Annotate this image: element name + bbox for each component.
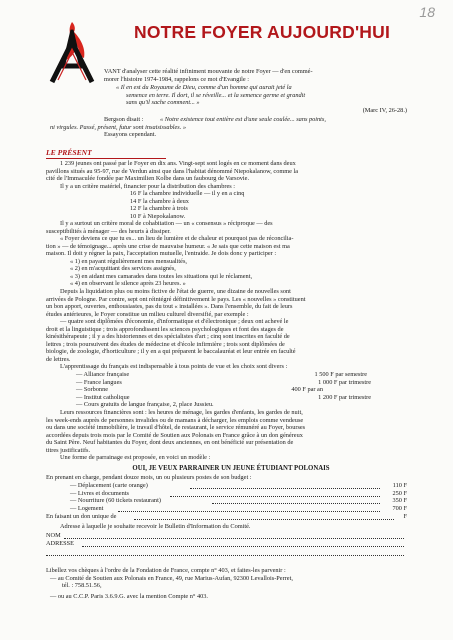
budget-item: — Nourriture (60 tickets restaurant) — [70, 497, 161, 504]
budget-dotted-leader — [170, 496, 380, 497]
paragraph-line: cité de l'Immaculée fondée par Maximilien Kolbe dans un faubourg de Varsovie. — [46, 175, 250, 182]
cheques-line: — au Comité de Soutien aux Polonais en France, 49, rue Marius-Aufan, 92300 Levallois-Perret, — [50, 574, 293, 582]
paragraph-line: ou dans une société immobilière, le travail d'hôtel, de restaurant, le service rémunéré au Foyer, bourses — [46, 424, 306, 431]
course-name: — France langues — [76, 378, 122, 386]
donation-label: En faisant un don unique de — [46, 513, 117, 520]
donation-amount-field[interactable] — [134, 519, 394, 520]
room-price: 14 F la chambre à deux — [130, 197, 189, 205]
paragraph-line: kinésithérapeute ; il y a des historiennes et des spécialistes d'art ; cinq sont inscrites en faculté de — [46, 333, 290, 340]
paragraph-line: Depuis la liquidation plus ou moins fictive de l'état de guerre, une dizaine de nouvelles sont — [60, 288, 291, 295]
paragraph-line: biologie, de zoologie, d'horticulture ; il y en a qui préparent le baccalauréat et leur entrée en faculté — [46, 348, 296, 355]
paragraph-line: tion » — de témoignage... après une crise de mauvaise humeur. « Je sais que cette maison est ma — [46, 242, 290, 250]
bergson-quote-line: « Notre existence tout entière est d'une seule coulée... sans points, — [160, 116, 326, 123]
paragraph-line: Il y a surtout un critère moral de cohabitation — un « consensus » réciproque — des — [60, 220, 273, 227]
budget-amount: 250 F — [392, 489, 407, 497]
bergson-intro: Bergson disait : — [104, 116, 144, 123]
rule-item: « 1) en payant régulièrement mes mensualités, — [70, 257, 187, 265]
paragraph-line: — quatre sont diplômées d'économie, d'informatique et d'électronique ; deux ont achevé le — [60, 318, 289, 325]
budget-item: — Déplacement (carte orange) — [70, 482, 148, 489]
room-price: 12 F la chambre à trois — [130, 205, 188, 212]
intro-line: morer l'histoire 1974-1984, rappelons ce mot d'Evangile : — [104, 75, 249, 83]
budget-item: — Logement — [70, 504, 104, 512]
paragraph-line: les week-ends auprès de personnes invalides ou de mamans à décharger, les emplois comme vendeuse — [46, 416, 304, 424]
quote-line: sans qu'il sache comment... » — [126, 99, 200, 106]
paragraph-line: Il y a un critère matériel, financier pour la distribution des chambres : — [60, 182, 236, 190]
section-title: LE PRÉSENT — [46, 148, 92, 157]
paragraph-line: du Saint Père. Neuf habitantes du Foyer, dont deux anciennes, en ont bénéficié sur présentation de — [46, 439, 294, 446]
essayons: Essayons cependant. — [104, 131, 157, 138]
adresse-label: ADRESSE — [46, 540, 74, 547]
rule-item: « 4) en observant le silence après 23 heures. » — [70, 280, 186, 287]
course-price: 1 500 F par semestre — [314, 371, 367, 378]
paragraph-line: de lettres. — [46, 355, 71, 363]
paragraph-line: études antérieures, le Foyer constitue un milieu culturel diversifié, par exemple : — [46, 310, 249, 318]
quote-line: semence en terre. Il dort, il se réveille... et la semence germe et grandit — [126, 91, 306, 99]
sponsor-intro: En prenant en charge, pendant douze mois, un ou plusieurs postes de son budget : — [46, 474, 252, 481]
nom-label: NOM — [46, 532, 61, 539]
budget-item: — Livres et documents — [70, 489, 129, 497]
course-price: 400 F par an — [291, 386, 323, 393]
paragraph-line: 1 239 jeunes ont passé par le Foyer en dix ans. Vingt-sept sont logés en ce moment dans deux — [60, 160, 296, 167]
course-name: — Alliance française — [76, 371, 130, 378]
bulletin-line: Adresse à laquelle je souhaite recevoir le Bulletin d'Information du Comité. — [60, 523, 251, 530]
page-number: 18 — [419, 4, 435, 20]
course-price: 1 000 F par trimestre — [318, 378, 371, 386]
paragraph-line: accordées depuis trois mois par le Comité de Soutien aux Polonais en France grâce à un don généreux — [46, 431, 303, 439]
foyer-logo-icon — [44, 20, 100, 84]
budget-dotted-leader — [190, 488, 380, 489]
course-price: 1 200 F par trimestre — [318, 393, 371, 401]
paragraph-line: un bon apport, ouvertes, enthousiastes, pas du tout « installées ». Dans l'ensemble, du fait de leurs — [46, 303, 293, 310]
budget-amount: 110 F — [392, 482, 407, 489]
budget-dotted-leader — [118, 511, 380, 512]
cheques-line: Libellez vos chèques à l'ordre de la Fondation de France, compte n° 403, et faites-les parvenir : — [46, 567, 286, 574]
section-underline — [46, 158, 166, 159]
room-price: 16 F la chambre individuelle — il y en a cinq — [130, 190, 245, 197]
paragraph-line: arrivées de Pologne. Par contre, sept ont réintégré définitivement le pays. Les « nouvelles » constituent — [46, 295, 306, 303]
paragraph-line: lettres ; trois poursuivent des études de médecine et d'école infirmière ; trois sont diplômées de — [46, 340, 285, 348]
page-title: NOTRE FOYER AUJOURD'HUI — [134, 22, 391, 42]
paragraph-line: susceptibilités à ménager — des heurts à dissiper. — [46, 227, 171, 235]
paragraph-line: titres justificatifs. — [46, 446, 91, 454]
course-name: — Cours gratuits de langue française, 2, place Jussieu. — [76, 401, 214, 408]
paragraph-line: « Foyer deviens ce que tu es... un lieu de lumière et de chaleur et pourquoi pas de réconcilia- — [60, 235, 294, 242]
paragraph-line: Leurs ressources financières sont : les heures de ménage, les gardes d'enfants, les gardes de nuit, — [60, 409, 303, 416]
course-name: — Institut catholique — [76, 393, 130, 401]
sponsor-heading: OUI, JE VEUX PARRAINER UN JEUNE ÉTUDIANT POLONAIS — [132, 465, 330, 472]
bergson-quote-line: ni virgules. Passé, présent, futur sont insaisissables. » — [50, 123, 187, 131]
course-name: — Sorbonne — [76, 386, 109, 393]
paragraph-line: maison. Il doit y régner la paix, l'acceptation mutuelle, l'entraide. Je dois donc y participer : — [46, 250, 277, 257]
cheques-line: tél. : 758.51.56, — [62, 582, 102, 589]
cheques-line: — ou au C.C.P. Paris 3.6.9.G. avec la mention Compte n° 403. — [50, 593, 209, 600]
rule-item: « 2) en m'acquittant des services assignés, — [70, 265, 176, 272]
quote-line: « Il en est du Royaume de Dieu, comme d'un homme qui aurait jeté la — [116, 84, 292, 91]
budget-dotted-leader — [212, 503, 380, 504]
paragraph-line: droit et la linguistique ; trois approfondissent les sciences psychologiques et font des stages de — [46, 325, 284, 333]
quote-reference: (Marc IV, 26-28.) — [362, 107, 407, 114]
intro-line: VANT d'analyser cette réalité infiniment mouvante de notre Foyer — d'en commé- — [104, 68, 313, 75]
donation-currency: F — [403, 513, 407, 520]
budget-amount: 350 F — [392, 497, 407, 504]
adresse-field[interactable] — [82, 546, 404, 547]
paragraph-line: pavillons situés au 95-97, rue de Verdun ainsi que dans l'habitat dénommé Niepokalanow, comme la — [46, 167, 299, 175]
paragraph-line: L'apprentissage du français est indispensable à tous points de vue et les choix sont divers : — [60, 363, 288, 370]
paragraph-line: Une forme de parrainage est proposée, en voici un modèle : — [60, 454, 211, 461]
budget-amount: 700 F — [392, 504, 407, 512]
rule-item: « 3) en aidant mes camarades dans toutes les situations qui le réclament, — [70, 272, 253, 280]
adresse-field-line-2[interactable] — [46, 555, 404, 556]
room-price: 10 F à Niepokalanow. — [130, 212, 186, 220]
nom-field[interactable] — [64, 538, 404, 539]
